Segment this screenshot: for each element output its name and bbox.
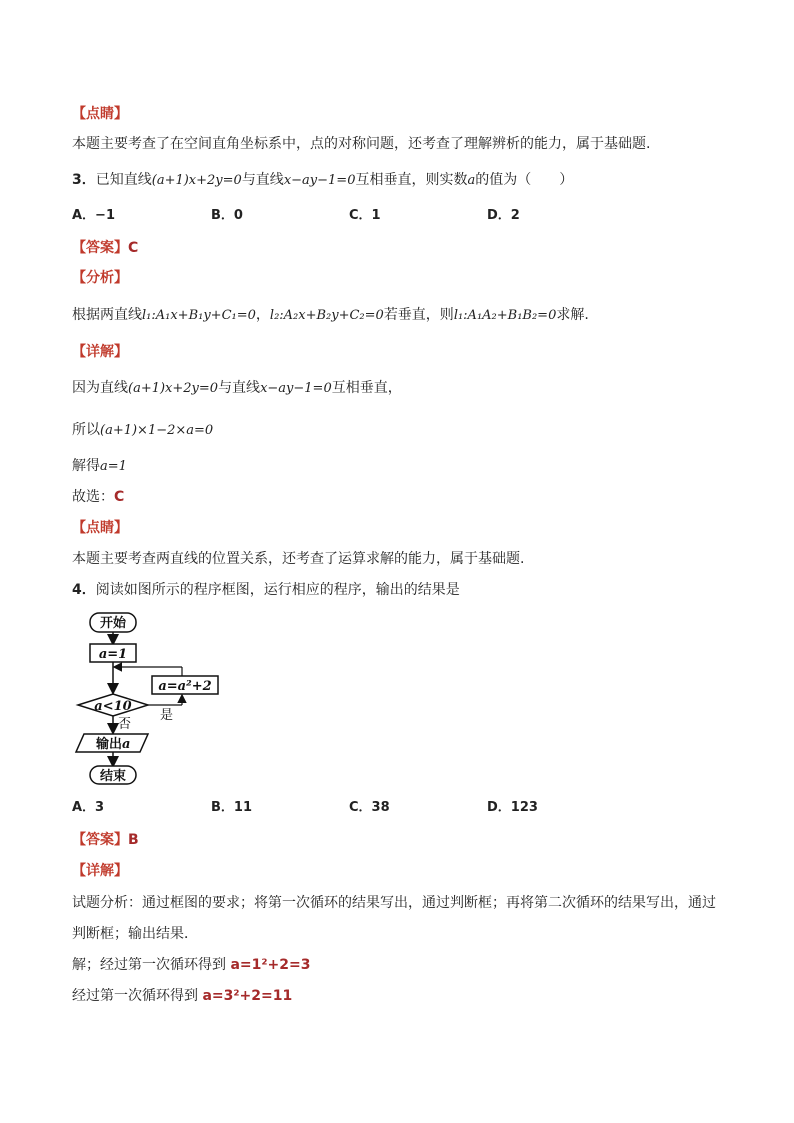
option-c: C．38 [349, 800, 390, 815]
analysis-label: 【分析】 [72, 270, 128, 286]
detail-label: 【详解】 [72, 863, 128, 879]
step-2-eq: a=3²+2=11 [202, 988, 293, 1004]
detail-paragraph-1: 试题分析：通过框图的要求；将第一次循环的结果写出，通过判断框；再将第二次循环的结果写出，通过 [72, 895, 716, 911]
note-label: 【点睛】 [72, 520, 128, 536]
analysis-mid: 若垂直，则 [383, 307, 454, 323]
equation-line-1: (a+1)x+2y=0 [151, 173, 242, 188]
output-label [95, 736, 130, 752]
detail-3-eq: a=1 [100, 459, 127, 474]
note-text: 本题主要考查两直线的位置关系，还考查了运算求解的能力，属于基础题. [72, 551, 525, 567]
condition-label: a<10 [94, 699, 132, 714]
analysis-condition: l₁:A₁A₂+B₁B₂=0 [453, 308, 557, 323]
output-pre: 输出 [96, 737, 123, 752]
option-d: D．123 [487, 800, 538, 815]
detail-2-eq: (a+1)×1−2×a=0 [100, 423, 214, 438]
update-label: a=a²+2 [158, 679, 212, 694]
detail-1-eq1: (a+1)x+2y=0 [128, 381, 219, 396]
detail-1-eq2: x−ay−1=0 [260, 381, 332, 396]
no-label: 否 [118, 717, 132, 732]
option-c: C．1 [349, 208, 381, 223]
step-1-pre: 解；经过第一次循环得到 [72, 957, 231, 973]
option-a: A．−1 [72, 208, 115, 223]
answer-label: 【答案】 [72, 240, 128, 256]
answer-row [72, 238, 138, 258]
analysis-text [72, 305, 589, 326]
question-text-post: 互相垂直，则实数 [355, 172, 468, 188]
detail-label: 【详解】 [72, 344, 128, 360]
detail-step-2 [72, 986, 292, 1006]
analysis-l1: l₁:A₁x+B₁y+C₁=0 [142, 308, 256, 323]
question-text-pre: 已知直线 [95, 172, 152, 188]
option-b: B．11 [211, 800, 252, 815]
option-a: A．3 [72, 800, 105, 815]
detail-step-1 [72, 955, 310, 975]
question-text-mid: 与直线 [241, 172, 284, 188]
detail-1-pre: 因为直线 [72, 380, 128, 396]
detail-line-2 [72, 420, 213, 441]
option-b: B．0 [211, 208, 243, 223]
step-1-eq: a=1²+2=3 [230, 957, 311, 973]
program-flowchart [70, 610, 230, 790]
analysis-l2: l₂:A₂x+B₂y+C₂=0 [269, 308, 384, 323]
section-label-dianjing: 【点睛】 [72, 106, 128, 122]
detail-1-end: 互相垂直， [331, 380, 402, 396]
question-3 [72, 170, 573, 191]
detail-1-mid: 与直线 [218, 380, 261, 396]
summary-text: 本题主要考查了在空间直角坐标系中，点的对称问题，还考查了理解辨析的能力，属于基础题. [72, 136, 651, 152]
question-number: 4． [72, 582, 96, 598]
detail-4-pre: 故选： [72, 489, 114, 505]
question-4 [72, 580, 460, 600]
question-text-end: 的值为（ ） [475, 172, 574, 188]
variable-a: a [467, 173, 476, 188]
detail-4-answer: C [114, 489, 125, 505]
init-label: a=1 [98, 647, 128, 662]
answer-value: B [128, 832, 139, 848]
analysis-end: 求解. [556, 307, 589, 323]
detail-3-pre: 解得 [72, 458, 100, 474]
question-text: 阅读如图所示的程序框图，运行相应的程序，输出的结果是 [95, 582, 460, 598]
analysis-sep: ， [255, 307, 270, 323]
answer-label: 【答案】 [72, 832, 128, 848]
answer-value: C [128, 240, 139, 256]
output-var: a [122, 737, 131, 752]
detail-line-3 [72, 456, 127, 477]
detail-line-1 [72, 378, 402, 399]
step-2-pre: 经过第一次循环得到 [72, 988, 203, 1004]
start-label: 开始 [99, 616, 127, 631]
yes-label: 是 [160, 708, 174, 723]
answer-row [72, 830, 139, 850]
detail-2-pre: 所以 [72, 422, 100, 438]
end-label: 结束 [99, 769, 127, 784]
detail-paragraph-2: 判断框；输出结果． [72, 926, 198, 942]
option-d: D．2 [487, 208, 520, 223]
detail-line-4 [72, 487, 124, 507]
equation-line-2: x−ay−1=0 [283, 173, 356, 188]
analysis-pre: 根据两直线 [72, 307, 142, 323]
question-number: 3． [72, 172, 96, 188]
